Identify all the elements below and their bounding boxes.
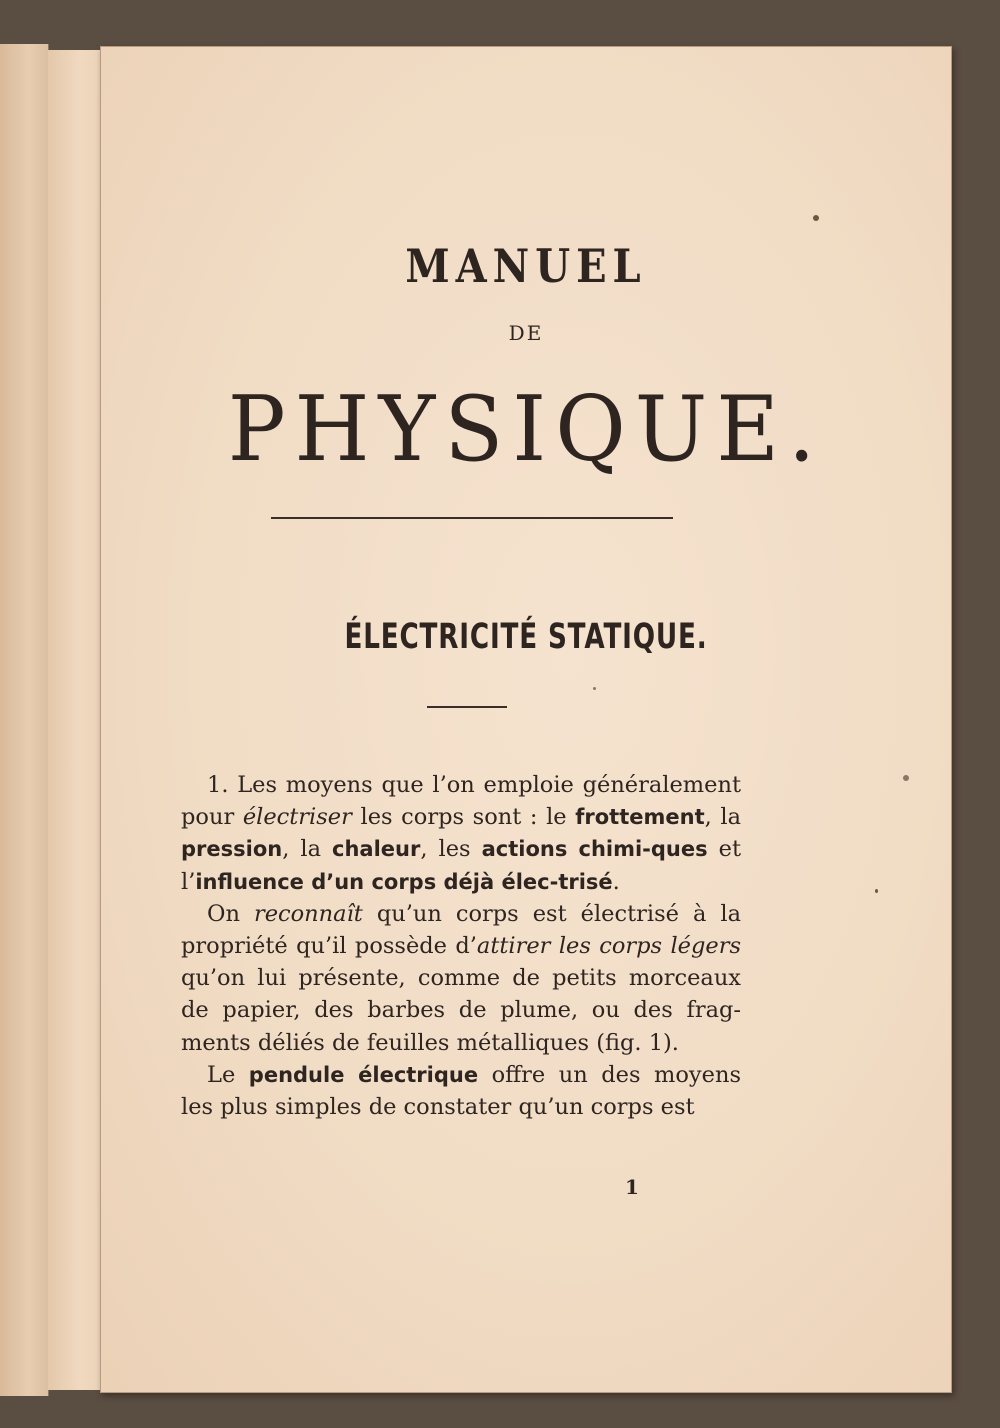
bold-term: chaleur xyxy=(332,837,421,862)
bold-term: frottement xyxy=(575,805,705,830)
bold-term: pendule électrique xyxy=(248,1062,479,1087)
bold-term: influence d’un corps déjà élec-trisé xyxy=(195,869,613,894)
title-line-de: DE xyxy=(508,321,544,345)
book-page xyxy=(100,46,952,1393)
body-text xyxy=(181,769,741,1123)
paper-speck xyxy=(813,215,819,221)
emphasis-text: reconnaît xyxy=(253,900,363,927)
section-heading: ÉLECTRICITÉ STATIQUE. xyxy=(344,615,708,657)
paragraph-1: 1. Les moyens que l’on emploie généralement pour électriser les corps sont : le frottement, la pression, la chaleur, les actions chimi-ques et l’influence d’un corps déjà élec-trisé. xyxy=(181,772,741,895)
paper-speck xyxy=(903,775,909,781)
title-line-manuel: MANUEL xyxy=(405,239,647,294)
section-divider-rule xyxy=(427,706,507,708)
page-number: 1 xyxy=(625,1175,639,1199)
paragraph-3: Le pendule électrique offre un des moyens les plus simples de constater qu’un corps est xyxy=(181,1061,741,1121)
paragraph-number: 1. xyxy=(207,772,229,798)
title-line-physique: PHYSIQUE. xyxy=(227,377,825,482)
paper-speck xyxy=(593,687,596,690)
emphasis-text: attirer les corps légers xyxy=(476,933,741,960)
paper-speck xyxy=(875,889,878,893)
bold-term: pression xyxy=(181,837,283,862)
bold-term: actions chimi-ques xyxy=(481,837,708,862)
paragraph-2: On reconnaît qu’un corps est électrisé à la propriété qu’il possède d’attirer les corps légers qu’on lui présente, comme de petits morceaux de papier, des barbes de plume, ou des frag-ments déliés de feuilles métalliques (fig. 1). xyxy=(181,900,741,1056)
emphasis-text: électriser xyxy=(242,804,352,831)
left-facing-page-edge xyxy=(0,44,49,1396)
title-divider-rule xyxy=(271,517,673,519)
